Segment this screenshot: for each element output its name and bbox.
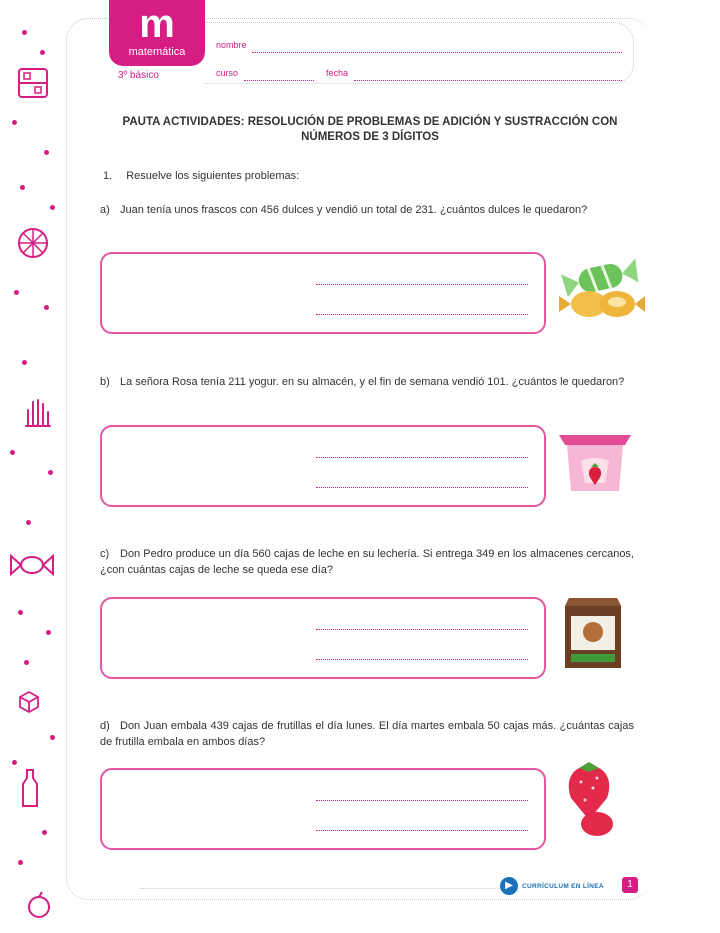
decor-dot <box>14 290 19 295</box>
apple-icon <box>24 890 54 920</box>
decor-dot <box>20 185 25 190</box>
course-label: curso <box>216 68 239 78</box>
problem-label: a) <box>100 204 110 216</box>
left-decoration <box>0 0 70 933</box>
problem-text: Juan tenía unos frascos con 456 dulces y vendió un total de 231. ¿cuántos dulces le quedaron? <box>120 204 588 216</box>
problem-d <box>100 718 634 750</box>
citrus-slice-icon <box>16 226 50 260</box>
footer-brand-text: CURRÍCULUM EN LÍNEA <box>522 882 604 890</box>
milk-carton-icon <box>555 590 647 668</box>
name-label: nombre <box>216 40 247 50</box>
problem-c <box>100 546 634 578</box>
abacus-icon <box>16 66 50 100</box>
student-info-box <box>205 22 634 84</box>
decor-dot <box>22 360 27 365</box>
answer-line[interactable] <box>316 284 528 285</box>
hand-icon <box>20 396 54 430</box>
decor-dot <box>50 205 55 210</box>
decor-dot <box>26 520 31 525</box>
candy-icon <box>555 252 647 330</box>
worksheet-title: PAUTA ACTIVIDADES: RESOLUCIÓN DE PROBLEMAS DE ADICIÓN Y SUSTRACCIÓN CON NÚMEROS DE 3 DÍGITOS <box>122 116 618 143</box>
problem-label: d) <box>100 720 110 732</box>
page-number: 1 <box>622 877 638 893</box>
decor-dot <box>46 630 51 635</box>
decor-dot <box>50 735 55 740</box>
problem-label: b) <box>100 376 110 388</box>
course-field[interactable] <box>244 80 314 81</box>
answer-line[interactable] <box>316 487 528 488</box>
play-icon: ▶ <box>500 877 518 895</box>
candy-wrapper-icon <box>8 548 56 582</box>
answer-box-c[interactable] <box>100 597 546 679</box>
name-field[interactable] <box>252 52 622 53</box>
footer-rule <box>140 888 500 889</box>
logo-word: matemática <box>128 46 186 58</box>
answer-box-b[interactable] <box>100 425 546 507</box>
date-field[interactable] <box>354 80 622 81</box>
date-label: fecha <box>326 68 349 78</box>
problem-label: c) <box>100 548 110 560</box>
decor-dot <box>12 120 17 125</box>
decor-dot <box>42 830 47 835</box>
decor-dot <box>24 660 29 665</box>
decor-dot <box>12 760 17 765</box>
instruction <box>103 170 299 182</box>
problem-a <box>100 202 634 218</box>
instruction-number: 1. <box>103 170 113 182</box>
cube-icon <box>16 688 42 714</box>
subject-logo <box>109 0 205 66</box>
answer-line[interactable] <box>316 659 528 660</box>
yogurt-icon <box>555 425 647 503</box>
problem-text: La señora Rosa tenía 211 yogur. en su almacén, y el fin de semana vendió 101. ¿cuántos le quedaron? <box>120 376 625 388</box>
instruction-text: Resuelve los siguientes problemas: <box>126 170 300 182</box>
answer-box-a[interactable] <box>100 252 546 334</box>
answer-box-d[interactable] <box>100 768 546 850</box>
strawberry-icon <box>555 760 647 838</box>
problem-text: Don Juan embala 439 cajas de frutillas el día lunes. El día martes embala 50 cajas más. ¿cuántas cajas de frutilla embala en ambos días? <box>100 720 634 748</box>
decor-dot <box>44 150 49 155</box>
decor-dot <box>18 610 23 615</box>
grade-label: 3º básico <box>118 70 159 81</box>
answer-line[interactable] <box>316 457 528 458</box>
decor-dot <box>48 470 53 475</box>
decor-dot <box>40 50 45 55</box>
decor-dot <box>22 30 27 35</box>
footer-brand <box>500 877 604 895</box>
decor-dot <box>10 450 15 455</box>
answer-line[interactable] <box>316 314 528 315</box>
problem-text: Don Pedro produce un día 560 cajas de leche en su lechería. Si entrega 349 en los almacenes cercanos, ¿con cuántas cajas de leche se queda ese día? <box>100 548 634 576</box>
answer-line[interactable] <box>316 629 528 630</box>
decor-dot <box>18 860 23 865</box>
answer-line[interactable] <box>316 830 528 831</box>
bottle-icon <box>18 768 42 808</box>
problem-b <box>100 374 634 390</box>
logo-letter: m <box>139 2 175 46</box>
decor-dot <box>44 305 49 310</box>
answer-line[interactable] <box>316 800 528 801</box>
